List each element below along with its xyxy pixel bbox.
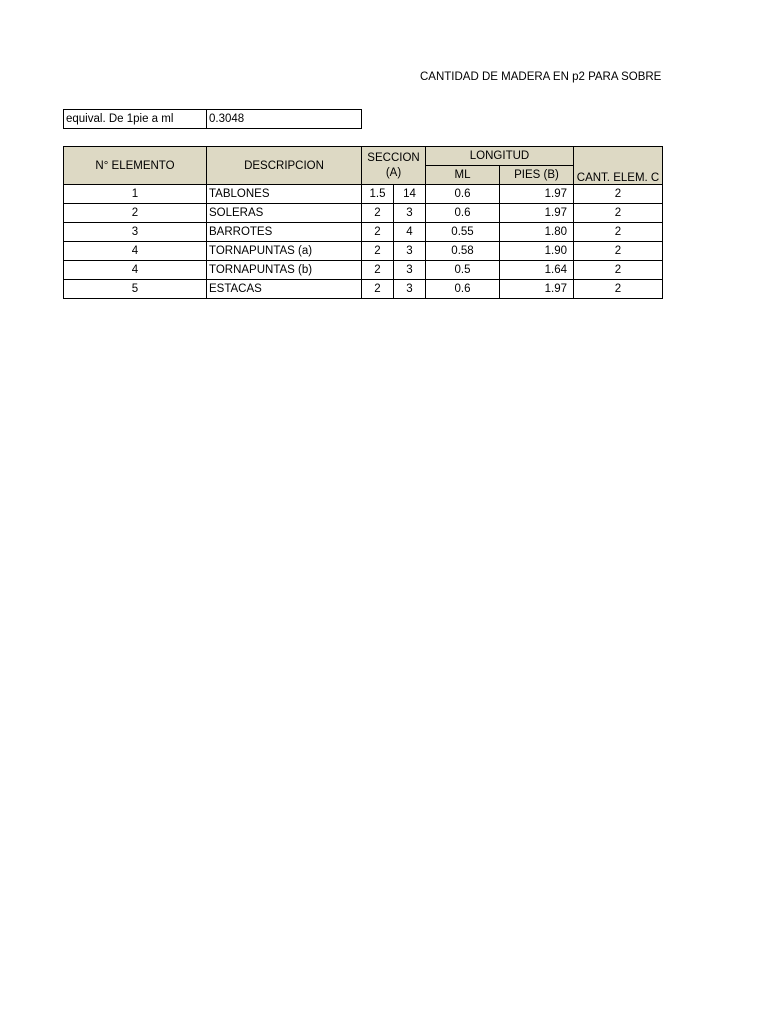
equivalence-value[interactable]: 0.3048 bbox=[207, 110, 362, 129]
cell-elemento[interactable]: 4 bbox=[64, 242, 207, 261]
cell-seccion-a2[interactable]: 3 bbox=[394, 204, 426, 223]
header-pies[interactable]: PIES (B) bbox=[500, 166, 574, 185]
cell-cant[interactable]: 2 bbox=[574, 242, 663, 261]
cell-seccion-a2[interactable]: 3 bbox=[394, 242, 426, 261]
cell-cant[interactable]: 2 bbox=[574, 223, 663, 242]
cell-descripcion[interactable]: TORNAPUNTAS (a) bbox=[207, 242, 362, 261]
header-seccion-sub: (A) bbox=[385, 166, 402, 179]
cell-elemento[interactable]: 5 bbox=[64, 280, 207, 299]
cell-ml[interactable]: 0.6 bbox=[426, 204, 500, 223]
wood-quantity-table bbox=[63, 146, 663, 299]
cell-descripcion[interactable]: TORNAPUNTAS (b) bbox=[207, 261, 362, 280]
cell-seccion-a1[interactable]: 2 bbox=[362, 261, 394, 280]
cell-seccion-a2[interactable]: 3 bbox=[394, 261, 426, 280]
equivalence-table bbox=[63, 109, 362, 129]
table-row bbox=[64, 280, 663, 299]
cell-descripcion[interactable]: ESTACAS bbox=[207, 280, 362, 299]
cell-pies[interactable]: 1.97 bbox=[500, 280, 574, 299]
cell-seccion-a1[interactable]: 2 bbox=[362, 280, 394, 299]
header-ml[interactable]: ML bbox=[426, 166, 500, 185]
cell-descripcion[interactable]: TABLONES bbox=[207, 185, 362, 204]
cell-seccion-a2[interactable]: 3 bbox=[394, 280, 426, 299]
cell-ml[interactable]: 0.6 bbox=[426, 185, 500, 204]
header-longitud[interactable]: LONGITUD bbox=[426, 147, 574, 166]
cell-seccion-a1[interactable]: 2 bbox=[362, 204, 394, 223]
header-descripcion[interactable]: DESCRIPCION bbox=[207, 147, 362, 185]
cell-seccion-a2[interactable]: 4 bbox=[394, 223, 426, 242]
cell-elemento[interactable]: 1 bbox=[64, 185, 207, 204]
cell-elemento[interactable]: 2 bbox=[64, 204, 207, 223]
cell-ml[interactable]: 0.58 bbox=[426, 242, 500, 261]
header-elemento[interactable]: N° ELEMENTO bbox=[64, 147, 207, 185]
equivalence-label[interactable]: equival. De 1pie a ml bbox=[64, 110, 207, 129]
header-seccion[interactable] bbox=[362, 147, 426, 185]
cell-ml[interactable]: 0.55 bbox=[426, 223, 500, 242]
cell-pies[interactable]: 1.64 bbox=[500, 261, 574, 280]
cell-cant[interactable]: 2 bbox=[574, 185, 663, 204]
header-seccion-label: SECCION bbox=[367, 151, 420, 164]
cell-cant[interactable]: 2 bbox=[574, 204, 663, 223]
cell-pies[interactable]: 1.80 bbox=[500, 223, 574, 242]
cell-seccion-a1[interactable]: 2 bbox=[362, 223, 394, 242]
table-row bbox=[64, 185, 663, 204]
cell-cant[interactable]: 2 bbox=[574, 261, 663, 280]
cell-ml[interactable]: 0.5 bbox=[426, 261, 500, 280]
cell-pies[interactable]: 1.90 bbox=[500, 242, 574, 261]
cell-ml[interactable]: 0.6 bbox=[426, 280, 500, 299]
table-row bbox=[64, 261, 663, 280]
cell-seccion-a1[interactable]: 2 bbox=[362, 242, 394, 261]
cell-cant[interactable]: 2 bbox=[574, 280, 663, 299]
table-row bbox=[64, 242, 663, 261]
cell-seccion-a2[interactable]: 14 bbox=[394, 185, 426, 204]
table-row bbox=[64, 223, 663, 242]
table-row bbox=[64, 204, 663, 223]
header-cant[interactable]: CANT. ELEM. C bbox=[574, 147, 663, 185]
cell-pies[interactable]: 1.97 bbox=[500, 185, 574, 204]
header-row-1 bbox=[64, 147, 663, 166]
table-body bbox=[64, 185, 663, 299]
cell-pies[interactable]: 1.97 bbox=[500, 204, 574, 223]
cell-seccion-a1[interactable]: 1.5 bbox=[362, 185, 394, 204]
cell-elemento[interactable]: 3 bbox=[64, 223, 207, 242]
cell-descripcion[interactable]: BARROTES bbox=[207, 223, 362, 242]
cell-descripcion[interactable]: SOLERAS bbox=[207, 204, 362, 223]
cell-elemento[interactable]: 4 bbox=[64, 261, 207, 280]
sheet-title: CANTIDAD DE MADERA EN p2 PARA SOBRE bbox=[420, 71, 662, 83]
